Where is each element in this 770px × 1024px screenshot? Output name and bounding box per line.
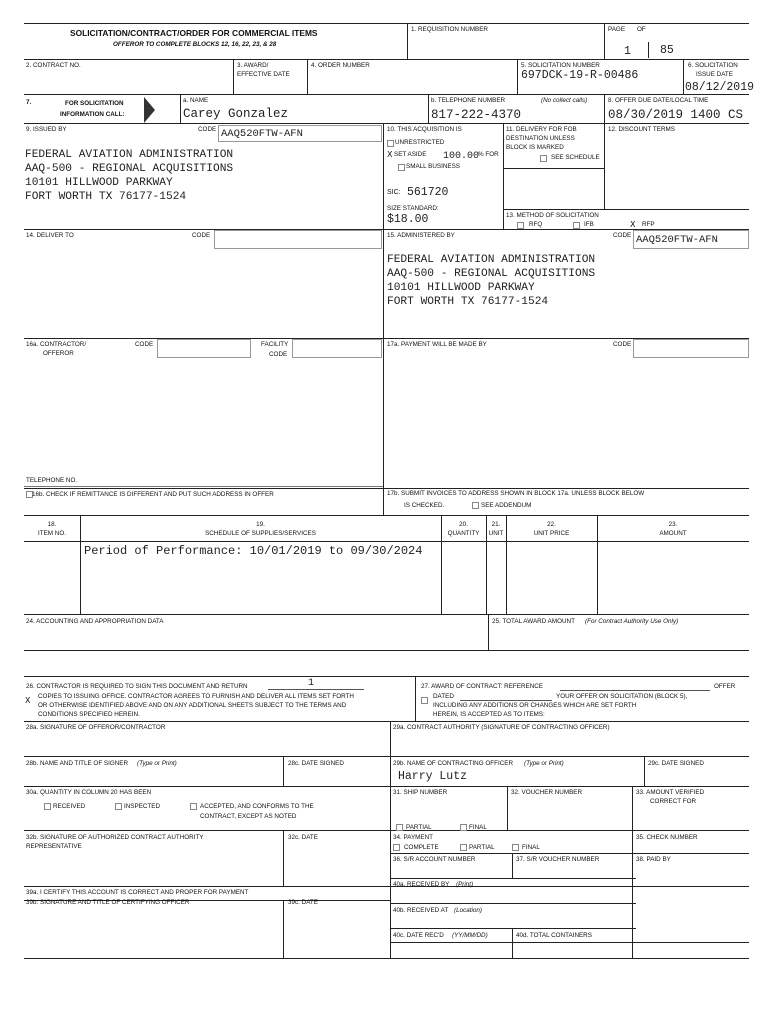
contact-name: Carey Gonzalez [183, 107, 289, 121]
invoice-label: 17b. SUBMIT INVOICES TO ADDRESS SHOWN IN BLOCK 17a. UNLESS BLOCK BELOW [387, 490, 645, 497]
solicitation-number: 697DCK-19-R-00486 [521, 69, 639, 82]
unrestricted-label: UNRESTRICTED [395, 139, 445, 146]
col-schedule-header: SCHEDULE OF SUPPLIES/SERVICES [205, 530, 316, 537]
total-award-label: 25. TOTAL AWARD AMOUNT [492, 618, 575, 625]
address-line: FORT WORTH TX 76177-1524 [25, 191, 187, 203]
form-subtitle: OFFEROR TO COMPLETE BLOCKS 12, 16, 22, 23, & 28 [113, 41, 277, 48]
award-label: 3. AWARD/ [237, 62, 269, 69]
col-item-no-header: ITEM NO. [38, 530, 66, 537]
no-collect-note: (No collect calls) [541, 97, 588, 104]
col-unit-header: UNIT [488, 530, 504, 537]
received-label: RECEIVED [53, 803, 86, 810]
solicitation-info-label: FOR SOLICITATION [65, 100, 124, 107]
date-32c-label: 32c. DATE [288, 834, 318, 841]
received-checkbox[interactable] [44, 803, 51, 810]
rfq-label: RFQ [529, 221, 543, 228]
page-label: PAGE [608, 26, 626, 33]
date-received-format: (YY/MM/DD) [452, 932, 488, 939]
sr-account-label: 36. S/R ACCOUNT NUMBER [393, 856, 476, 863]
requisition-field[interactable] [410, 36, 598, 53]
acquisition-label: 10. THIS ACQUISITION IS [387, 126, 462, 133]
offer-label: OFFER [714, 683, 736, 690]
payment-partial-checkbox[interactable] [460, 844, 467, 851]
col-unit-price-header: UNIT PRICE [533, 530, 570, 537]
deliver-to-code-field[interactable] [214, 230, 382, 249]
col-19-number: 19. [256, 521, 265, 528]
invoice-label-2: IS CHECKED. [404, 502, 445, 509]
order-number-label: 4. ORDER NUMBER [311, 62, 370, 69]
amount-verified-label: 33. AMOUNT VERIFIED [636, 789, 705, 796]
address-line: 10101 HILLWOOD PARKWAY [25, 177, 173, 189]
date-39c-label: 39c. DATE [288, 899, 318, 906]
see-schedule-checkbox[interactable] [540, 155, 547, 162]
received-by-label: 40a. RECEIVED BY [393, 881, 450, 888]
certifying-officer-label: 39b. SIGNATURE AND TITLE OF CERTIFYING OFFICER [26, 899, 190, 906]
solicitation-date-label: 6. SOLICITATION [688, 62, 738, 69]
col-quantity-header: QUANTITY [447, 530, 480, 537]
contact-name-label: a. NAME [183, 97, 209, 104]
payment-partial-label: PARTIAL [469, 844, 495, 851]
ship-final-checkbox[interactable] [460, 824, 467, 831]
set-aside-mark: X [387, 150, 393, 159]
telephone-label: b. TELEPHONE NUMBER [431, 97, 506, 104]
accounting-label: 24. ACCOUNTING AND APPROPRIATION DATA [26, 618, 164, 625]
contractor-code-label: CODE [135, 341, 154, 348]
ship-partial-label: PARTIAL [406, 824, 432, 831]
sic-label: SIC: [387, 189, 401, 196]
contractor-sign-label: 26. CONTRACTOR IS REQUIRED TO SIGN THIS DOCUMENT AND RETURN [26, 683, 248, 690]
accepted-label: ACCEPTED, AND CONFORMS TO THE [200, 803, 314, 810]
issued-by-code-label: CODE [198, 126, 217, 133]
remittance-label: 16b. CHECK IF REMITTANCE IS DIFFERENT AND PUT SUCH ADDRESS IN OFFER [32, 491, 274, 498]
deliver-to-code-label: CODE [192, 232, 211, 239]
set-aside-label: SET ASIDE [394, 151, 427, 158]
delivery-fob-label-2: DESTINATION UNLESS [506, 135, 575, 142]
payment-by-label: 17a. PAYMENT WILL BE MADE BY [387, 341, 487, 348]
rfp-label: RFP [642, 221, 655, 228]
offeror-signature-label: 28a. SIGNATURE OF OFFEROR/CONTRACTOR [26, 724, 166, 731]
rfq-checkbox[interactable] [517, 222, 524, 229]
received-at-location: (Location) [454, 907, 483, 914]
signer-name-label: 28b. NAME AND TITLE OF SIGNER [26, 760, 129, 767]
contractor-code-field[interactable] [157, 339, 251, 358]
date-signed-28c-label: 28c. DATE SIGNED [288, 760, 344, 767]
voucher-number-label: 32. VOUCHER NUMBER [511, 789, 583, 796]
accepted-checkbox[interactable] [190, 803, 197, 810]
payment-final-label: FINAL [522, 844, 540, 851]
total-containers-label: 40d. TOTAL CONTAINERS [516, 932, 592, 939]
size-standard: $18.00 [387, 213, 429, 226]
solicitation-date-label-2: ISSUE DATE [696, 71, 733, 78]
paid-by-label: 38. PAID BY [636, 856, 671, 863]
block-7-number: 7. [26, 99, 32, 106]
administered-by-address [387, 253, 595, 309]
page-number: 1 [624, 45, 631, 58]
contractor-agreement-text-3: CONDITIONS SPECIFIED HEREIN. [38, 711, 140, 718]
percent-for-label: % FOR [478, 151, 499, 158]
requisition-label: 1. REQUISITION NUMBER [411, 26, 488, 33]
address-line: FEDERAL AVIATION ADMINISTRATION [387, 254, 596, 266]
delivery-fob-label-3: BLOCK IS MARKED [506, 144, 564, 151]
address-line: FEDERAL AVIATION ADMINISTRATION [25, 149, 234, 161]
payment-code-field[interactable] [633, 339, 749, 358]
signer-type-or-print: (Type or Print) [137, 760, 177, 767]
authorized-signature-label-2: REPRESENTATIVE [26, 843, 82, 850]
telephone-no-label: TELEPHONE NO. [26, 477, 78, 484]
issued-by-address [25, 148, 233, 204]
authorized-signature-label: 32b. SIGNATURE OF AUTHORIZED CONTRACT AUTHORITY [26, 834, 204, 841]
payment-label: 34. PAYMENT [393, 834, 434, 841]
including-label: INCLUDING ANY ADDITIONS OR CHANGES WHICH ARE SET FORTH [433, 702, 637, 709]
col-amount-header: AMOUNT [659, 530, 687, 537]
solicitation-issue-date: 08/12/2019 [685, 81, 755, 94]
contracting-officer-signature-label: 29a. CONTRACT AUTHORITY (SIGNATURE OF CONTRACTING OFFICER) [393, 724, 610, 731]
inspected-label: INSPECTED [124, 803, 161, 810]
officer-name-label: 29b. NAME OF CONTRACTING OFFICER [393, 760, 514, 767]
award-checkbox[interactable] [421, 697, 428, 704]
contract-no-label: 2. CONTRACT NO. [26, 62, 81, 69]
total-award-note: (For Contract Authority Use Only) [585, 618, 679, 625]
page-total: 85 [660, 44, 674, 57]
form-title: SOLICITATION/CONTRACT/ORDER FOR COMMERCIAL ITEMS [70, 28, 318, 38]
ship-partial-checkbox[interactable] [396, 824, 403, 831]
arrow-right-icon [144, 97, 155, 123]
contracting-officer-name: Harry Lutz [398, 770, 468, 783]
small-business-label: SMALL BUSINESS [406, 163, 461, 170]
contractor-agreement-text-2: OR OTHERWISE IDENTIFIED ABOVE AND ON ANY ADDITIONAL SHEETS SUBJECT TO THE TERMS AND [38, 702, 347, 709]
col-22-number: 22. [547, 521, 556, 528]
officer-type-or-print: (Type or Print) [524, 760, 564, 767]
unrestricted-checkbox[interactable] [387, 140, 394, 147]
herein-label: HEREIN, IS ACCEPTED AS TO ITEMS: [433, 711, 545, 718]
your-offer-label: YOUR OFFER ON SOLICITATION (BLOCK 5), [556, 693, 688, 700]
of-label: OF [637, 26, 646, 33]
solicitation-info-label-2: INFORMATION CALL: [60, 111, 125, 118]
ifb-checkbox[interactable] [573, 222, 580, 229]
see-schedule-label: SEE SCHEDULE [551, 154, 600, 161]
col-18-number: 18. [47, 521, 57, 528]
contractor-agreement-text: COPIES TO ISSUING OFFICE. CONTRACTOR AGREES TO FURNISH AND DELIVER ALL ITEMS SET FORTH [38, 693, 354, 700]
address-line: AAQ-500 - REGIONAL ACQUISITIONS [25, 163, 234, 175]
issued-by-label: 9. ISSUED BY [26, 126, 67, 133]
set-aside-percent: 100.00 [443, 151, 480, 162]
check-number-label: 35. CHECK NUMBER [636, 834, 698, 841]
address-line: FORT WORTH TX 76177-1524 [387, 296, 549, 308]
schedule-description: Period of Performance: 10/01/2019 to 09/30/2024 [84, 544, 423, 558]
contractor-label: 16a. CONTRACTOR/ [26, 341, 87, 348]
offer-due-datetime: 08/30/2019 1400 CS [608, 108, 744, 122]
sr-voucher-label: 37. S/R VOUCHER NUMBER [516, 856, 600, 863]
address-line: 10101 HILLWOOD PARKWAY [387, 282, 535, 294]
contractor-label-2: OFFEROR [43, 350, 74, 357]
facility-code-field[interactable] [292, 339, 382, 358]
delivery-fob-label: 11. DELIVERY FOR FOB [506, 126, 577, 133]
address-line: AAQ-500 - REGIONAL ACQUISITIONS [387, 268, 596, 280]
discount-terms-label: 12. DISCOUNT TERMS [608, 126, 675, 133]
complete-checkbox[interactable] [393, 844, 400, 851]
ship-final-label: FINAL [469, 824, 487, 831]
accepted-label-2: CONTRACT, EXCEPT AS NOTED [200, 813, 297, 820]
copies-mark: X [25, 696, 31, 705]
small-business-checkbox[interactable] [398, 164, 405, 171]
received-at-label: 40b. RECEIVED AT [393, 907, 449, 914]
payment-code-label: CODE [613, 341, 632, 348]
administered-by-label: 15. ADMINISTERED BY [387, 232, 455, 239]
administered-code: AAQ520FTW-AFN [636, 234, 718, 246]
date-received-label: 40c. DATE REC'D [393, 932, 444, 939]
payment-final-checkbox[interactable] [512, 844, 519, 851]
facility-code-label-2: CODE [269, 351, 288, 358]
award-reference-label: 27. AWARD OF CONTRACT: REFERENCE [421, 683, 543, 690]
issued-by-code: AAQ520FTW-AFN [221, 128, 303, 140]
deliver-to-label: 14. DELIVER TO [26, 232, 74, 239]
see-addendum-label: SEE ADDENDUM [481, 502, 532, 509]
received-by-print: (Print) [456, 881, 474, 888]
ifb-label: IFB [584, 221, 594, 228]
award-label-2: EFFECTIVE DATE [237, 71, 290, 78]
rfp-mark: X [630, 220, 636, 229]
amount-verified-label-2: CORRECT FOR [650, 798, 697, 805]
administered-code-label: CODE [613, 232, 632, 239]
see-addendum-checkbox[interactable] [472, 502, 479, 509]
telephone-number: 817-222-4370 [431, 108, 522, 122]
ship-number-label: 31. SHIP NUMBER [393, 789, 448, 796]
dated-label: DATED [433, 693, 454, 700]
certify-label: 39a. I CERTIFY THIS ACCOUNT IS CORRECT AND PROPER FOR PAYMENT [26, 889, 249, 896]
offer-due-label: 8. OFFER DUE DATE/LOCAL TIME [608, 97, 709, 104]
complete-label: COMPLETE [404, 844, 439, 851]
sic-code: 561720 [407, 186, 449, 199]
col-21-number: 21. [491, 521, 501, 528]
solicitation-number-label: 5. SOLICITATION NUMBER [521, 62, 600, 69]
quantity-received-label: 30a. QUANTITY IN COLUMN 20 HAS BEEN [26, 789, 152, 796]
method-label: 13. METHOD OF SOLICITATION [506, 212, 599, 219]
col-20-number: 20. [459, 521, 468, 528]
inspected-checkbox[interactable] [115, 803, 122, 810]
date-signed-29c-label: 29c. DATE SIGNED [648, 760, 704, 767]
size-standard-label: SIZE STANDARD: [387, 205, 439, 212]
col-23-number: 23. [668, 521, 678, 528]
copies-count: 1 [308, 678, 315, 689]
facility-code-label: FACILITY [261, 341, 289, 348]
